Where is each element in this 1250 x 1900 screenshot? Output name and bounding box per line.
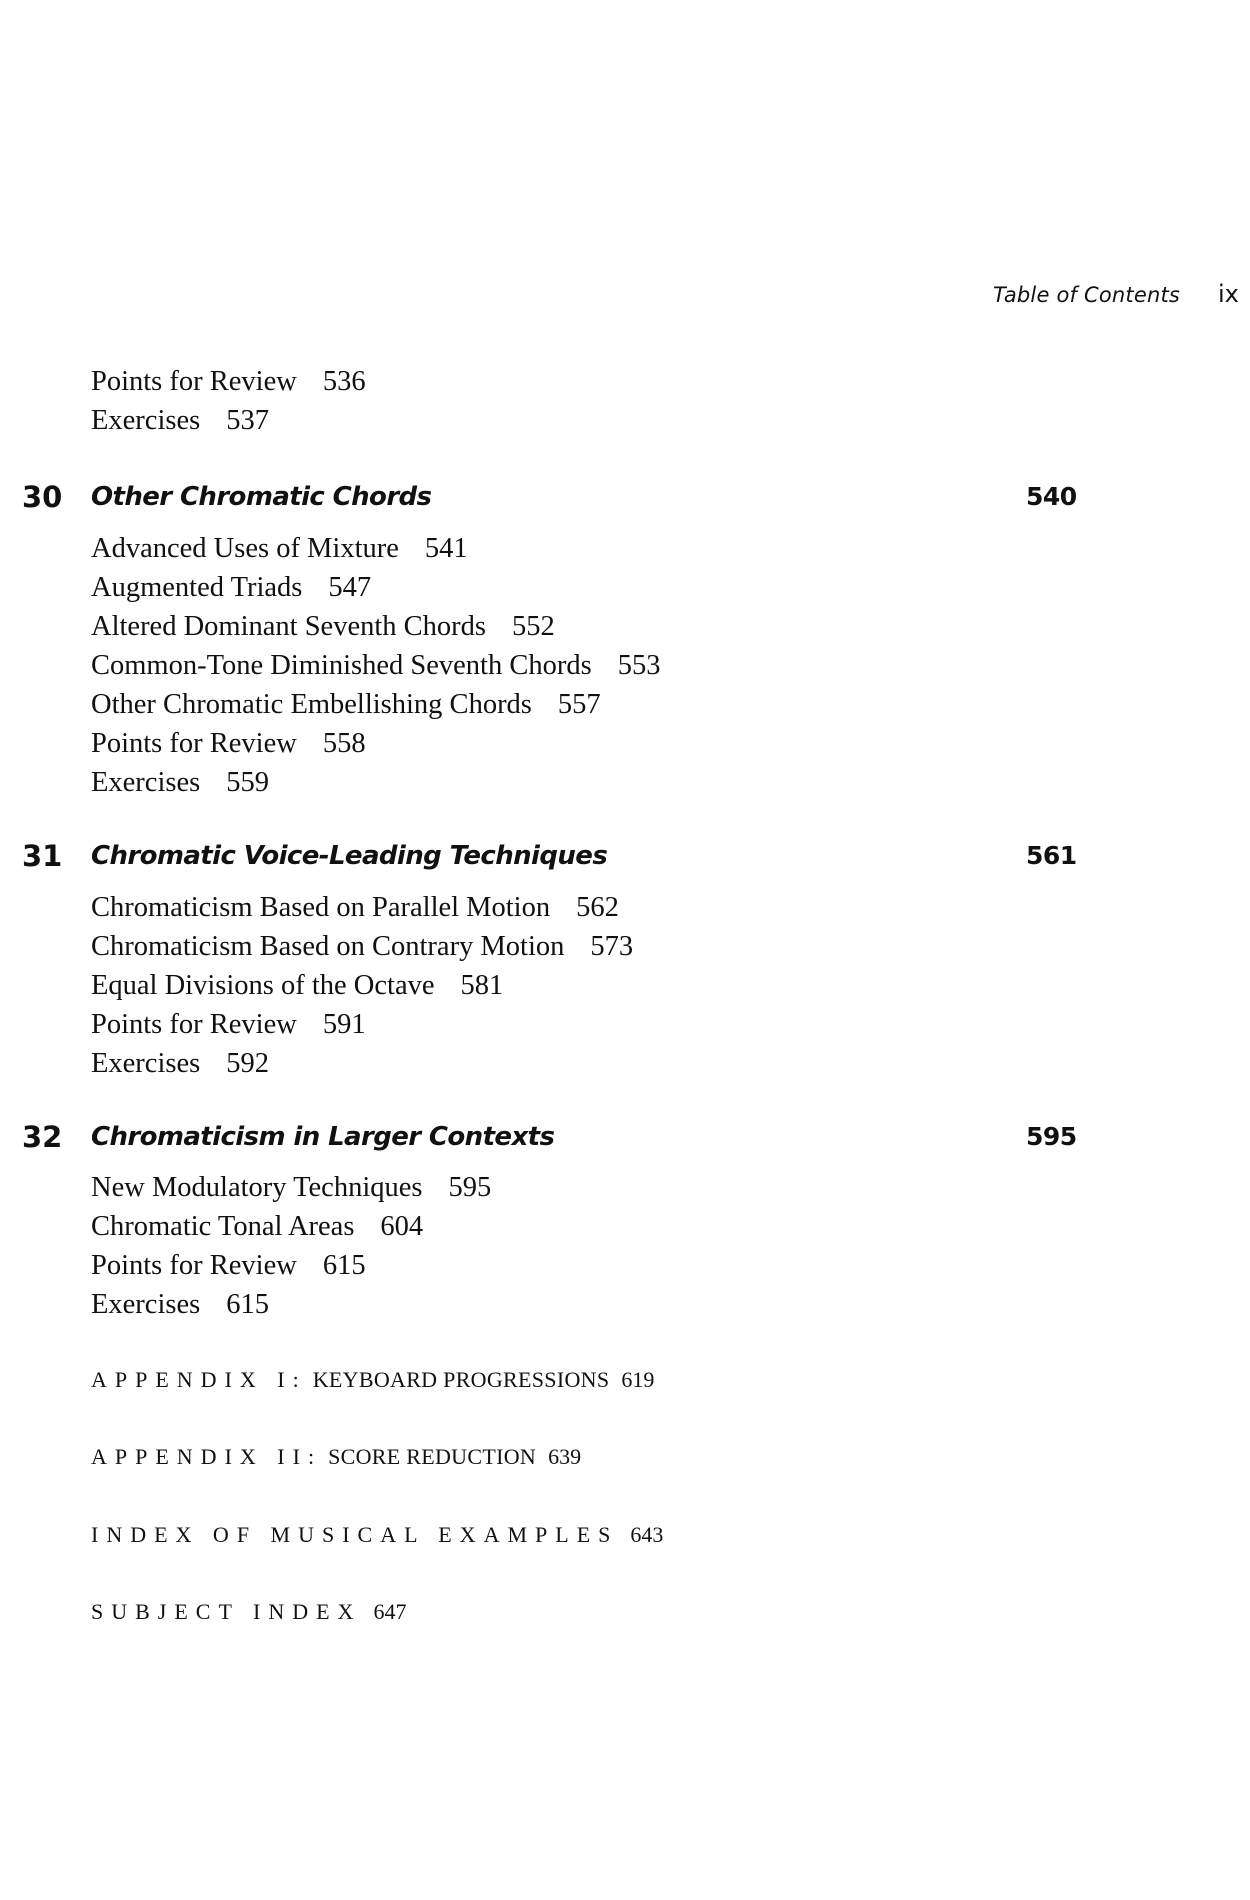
back-matter-appendix-1[interactable] xyxy=(91,1367,654,1393)
entry-title: Altered Dominant Seventh Chords xyxy=(91,611,486,642)
chapter-30-entries xyxy=(91,529,660,802)
chapter-number: 30 xyxy=(22,480,63,514)
entry-page: 573 xyxy=(590,931,634,962)
chapter-title: Chromaticism in Larger Contexts xyxy=(91,1122,555,1152)
toc-entry[interactable] xyxy=(91,927,633,966)
entry-title: Points for Review xyxy=(91,1009,297,1040)
toc-entry[interactable] xyxy=(91,763,660,802)
chapter-heading-30[interactable] xyxy=(0,480,1250,520)
back-matter-page: 643 xyxy=(630,1522,664,1547)
entry-title: Points for Review xyxy=(91,366,297,397)
back-matter-label: APPENDIX II: xyxy=(91,1444,323,1469)
entry-page: 592 xyxy=(226,1048,269,1079)
entry-title: Augmented Triads xyxy=(91,572,303,603)
entry-page: 553 xyxy=(617,650,661,681)
entry-title: Chromatic Tonal Areas xyxy=(91,1211,355,1242)
back-matter-appendix-2[interactable] xyxy=(91,1444,581,1470)
entry-title: Exercises xyxy=(91,1048,201,1079)
entry-title: Points for Review xyxy=(91,728,297,759)
toc-entry[interactable] xyxy=(91,966,633,1005)
toc-entry[interactable] xyxy=(91,1168,491,1207)
chapter-title: Other Chromatic Chords xyxy=(91,482,432,512)
toc-entry[interactable] xyxy=(91,1246,491,1285)
toc-entry[interactable] xyxy=(91,401,366,440)
back-matter-subtitle: KEYBOARD PROGRESSIONS xyxy=(312,1367,610,1392)
toc-entry[interactable] xyxy=(91,646,660,685)
back-matter-page: 639 xyxy=(548,1444,582,1469)
entry-page: 581 xyxy=(460,970,504,1001)
entry-title: Exercises xyxy=(91,1289,201,1320)
chapter-number: 32 xyxy=(22,1120,63,1154)
running-head: Table of Contents xyxy=(993,283,1181,307)
entry-page: 547 xyxy=(328,572,372,603)
continued-entries xyxy=(91,362,366,440)
entry-title: New Modulatory Techniques xyxy=(91,1172,423,1203)
entry-title: Exercises xyxy=(91,767,201,798)
entry-page: 591 xyxy=(322,1009,366,1040)
back-matter-label: SUBJECT INDEX xyxy=(91,1599,362,1624)
page-number: ix xyxy=(1218,280,1239,308)
chapter-title: Chromatic Voice-Leading Techniques xyxy=(91,841,608,871)
entry-page: 558 xyxy=(322,728,366,759)
entry-page: 537 xyxy=(226,405,269,436)
entry-title: Other Chromatic Embellishing Chords xyxy=(91,689,532,720)
entry-page: 615 xyxy=(226,1289,269,1320)
entry-title: Equal Divisions of the Octave xyxy=(91,970,435,1001)
entry-title: Advanced Uses of Mixture xyxy=(91,533,399,564)
back-matter-subtitle: SCORE REDUCTION xyxy=(328,1444,537,1469)
entry-page: 552 xyxy=(511,611,555,642)
entry-title: Exercises xyxy=(91,405,201,436)
chapter-31-entries xyxy=(91,888,633,1083)
chapter-heading-31[interactable] xyxy=(0,839,1250,879)
toc-entry[interactable] xyxy=(91,1285,491,1324)
entry-page: 536 xyxy=(322,366,366,397)
toc-entry[interactable] xyxy=(91,888,633,927)
toc-entry[interactable] xyxy=(91,362,366,401)
toc-entry[interactable] xyxy=(91,529,660,568)
toc-entry[interactable] xyxy=(91,685,660,724)
entry-title: Chromaticism Based on Parallel Motion xyxy=(91,892,551,923)
back-matter-index-examples[interactable] xyxy=(91,1522,663,1548)
back-matter-label: APPENDIX I: xyxy=(91,1367,307,1392)
entry-title: Chromaticism Based on Contrary Motion xyxy=(91,931,565,962)
entry-page: 604 xyxy=(380,1211,424,1242)
toc-entry[interactable] xyxy=(91,1044,633,1083)
back-matter-label: INDEX OF MUSICAL EXAMPLES xyxy=(91,1522,619,1547)
toc-entry[interactable] xyxy=(91,568,660,607)
back-matter-page: 619 xyxy=(621,1367,655,1392)
toc-entry[interactable] xyxy=(91,724,660,763)
chapter-page: 561 xyxy=(1026,841,1077,870)
entry-page: 562 xyxy=(576,892,619,923)
chapter-32-entries xyxy=(91,1168,491,1324)
entry-page: 595 xyxy=(448,1172,492,1203)
back-matter-subject-index[interactable] xyxy=(91,1599,406,1625)
entry-page: 541 xyxy=(424,533,468,564)
toc-entry[interactable] xyxy=(91,1005,633,1044)
toc-entry[interactable] xyxy=(91,607,660,646)
entry-page: 615 xyxy=(322,1250,366,1281)
chapter-heading-32[interactable] xyxy=(0,1120,1250,1160)
chapter-page: 540 xyxy=(1026,482,1077,511)
entry-title: Common-Tone Diminished Seventh Chords xyxy=(91,650,592,681)
entry-page: 559 xyxy=(226,767,269,798)
chapter-number: 31 xyxy=(22,839,63,873)
entry-title: Points for Review xyxy=(91,1250,297,1281)
back-matter-page: 647 xyxy=(373,1599,407,1624)
chapter-page: 595 xyxy=(1026,1122,1077,1151)
entry-page: 557 xyxy=(557,689,601,720)
toc-entry[interactable] xyxy=(91,1207,491,1246)
